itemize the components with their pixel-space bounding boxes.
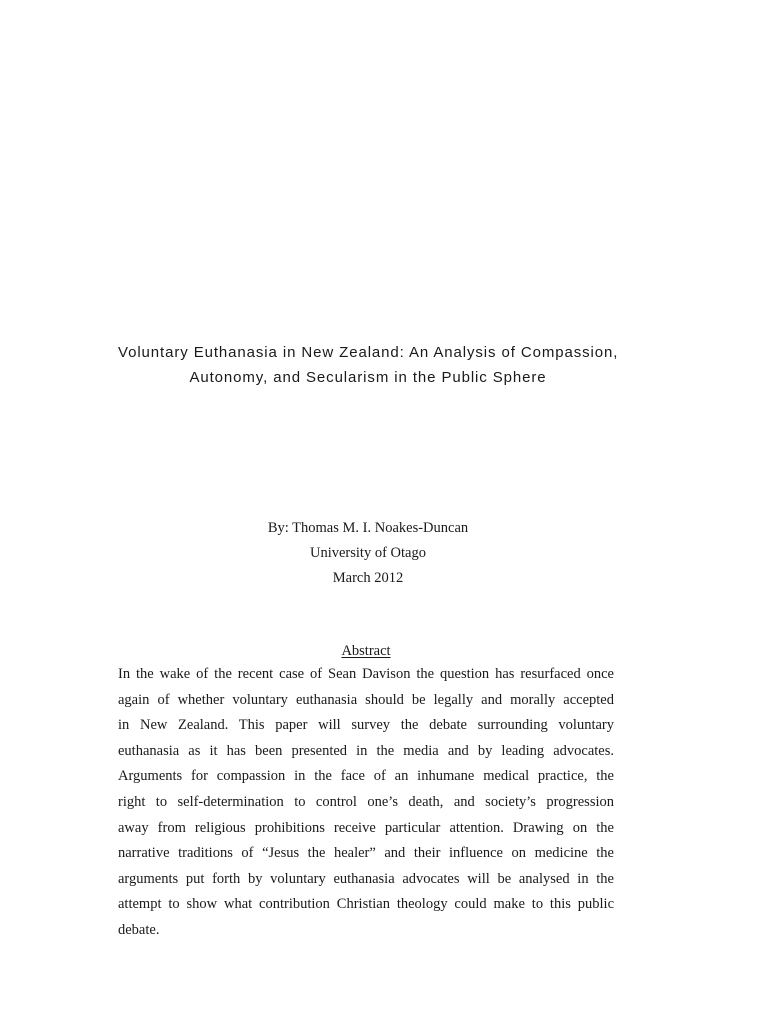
author-name: By: Thomas M. I. Noakes-Duncan bbox=[267, 520, 469, 536]
abstract-line: In the wake of the recent case of Sean Davison the question has resurfaced once bbox=[118, 666, 614, 682]
abstract-line: attempt to show what contribution Christian theology could make to this public bbox=[118, 896, 614, 913]
publication-date: March 2012 bbox=[332, 570, 404, 586]
abstract-line: narrative traditions of “Jesus the healer” and their influence on medicine the bbox=[118, 845, 614, 862]
title-line-2: Autonomy, and Secularism in the Public Sphere bbox=[189, 369, 547, 386]
abstract-line: euthanasia as it has been presented in the media and by leading advocates. bbox=[118, 742, 614, 759]
byline-block bbox=[118, 516, 618, 591]
abstract-heading-text: Abstract bbox=[341, 643, 391, 659]
title-line-1: Voluntary Euthanasia in New Zealand: An Analysis of Compassion, bbox=[118, 344, 619, 361]
abstract-line: right to self-determination to control one’s death, and society’s progression bbox=[118, 793, 614, 810]
abstract-line: Arguments for compassion in the face of an inhumane medical practice, the bbox=[118, 768, 614, 785]
abstract-line: away from religious prohibitions receive particular attention. Drawing on the bbox=[118, 819, 614, 836]
abstract-heading bbox=[118, 641, 614, 661]
institution: University of Otago bbox=[310, 545, 426, 561]
abstract-body bbox=[118, 662, 614, 944]
abstract-line: arguments put forth by voluntary euthanasia advocates will be analysed in the bbox=[118, 870, 614, 887]
abstract-line: again of whether voluntary euthanasia should be legally and morally accepted bbox=[118, 691, 614, 708]
abstract-line: in New Zealand. This paper will survey the debate surrounding voluntary bbox=[118, 717, 614, 734]
abstract-line: debate. bbox=[118, 921, 160, 938]
document-title bbox=[118, 340, 618, 390]
